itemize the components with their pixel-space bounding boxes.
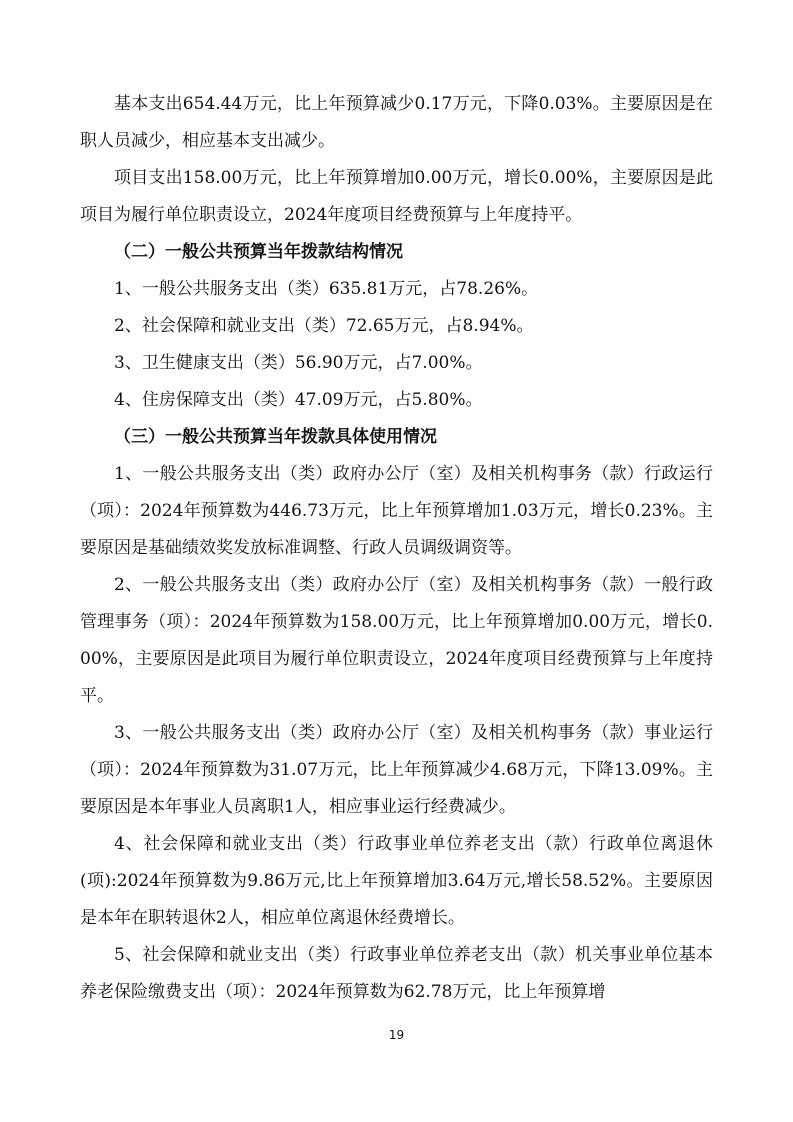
section-heading-usage: （三）一般公共预算当年拨款具体使用情况 — [114, 427, 437, 447]
list-item: 4、社会保障和就业支出（类）行政事业单位养老支出（款）行政单位离退休(项):2024年预算数为9.86万元,比上年预算增加3.64万元,增长58.52%。主要原因是本年在职转退休2人，相应单位离退休经费增长。 — [80, 834, 713, 928]
paragraph-project-expenditure: 项目支出158.00万元，比上年预算增加0.00万元，增长0.00%，主要原因是此项目为履行单位职责设立，2024年度项目经费预算与上年度持平。 — [80, 168, 713, 225]
list-item: 2、一般公共服务支出（类）政府办公厅（室）及相关机构事务（款）一般行政管理事务（项）：2024年预算数为158.00万元，比上年预算增加0.00万元，增长0.00%，主要原因是此项目为履行单位职责设立，2024年度项目经费预算与上年度持平。 — [80, 575, 713, 706]
list-item: 5、社会保障和就业支出（类）行政事业单位养老支出（款）机关事业单位基本养老保险缴费支出（项）：2024年预算数为62.78万元，比上年预算增 — [80, 945, 713, 1002]
list-item: 1、一般公共服务支出（类）635.81万元，占78.26%。 — [114, 279, 539, 299]
list-item: 3、卫生健康支出（类）56.90万元，占7.00%。 — [114, 353, 483, 373]
list-item: 3、一般公共服务支出（类）政府办公厅（室）及相关机构事务（款）事业运行（项）：2024年预算数为31.07万元，比上年预算减少4.68万元，下降13.09%。主要原因是本年事业人员离职1人，相应事业运行经费减少。 — [80, 723, 713, 817]
list-item: 1、一般公共服务支出（类）政府办公厅（室）及相关机构事务（款）行政运行（项）：2024年预算数为446.73万元，比上年预算增加1.03万元，增长0.23%。主要原因是基础绩效奖发放标准调整、行政人员调级调资等。 — [80, 464, 713, 558]
document-body — [80, 86, 713, 1011]
page-number: 19 — [388, 1028, 405, 1042]
paragraph-basic-expenditure: 基本支出654.44万元，比上年预算减少0.17万元，下降0.03%。主要原因是在职人员减少，相应基本支出减少。 — [80, 94, 713, 151]
section-heading-structure: （二）一般公共预算当年拨款结构情况 — [114, 242, 403, 262]
list-item: 2、社会保障和就业支出（类）72.65万元，占8.94%。 — [114, 316, 534, 336]
list-item: 4、住房保障支出（类）47.09万元，占5.80%。 — [114, 390, 483, 410]
